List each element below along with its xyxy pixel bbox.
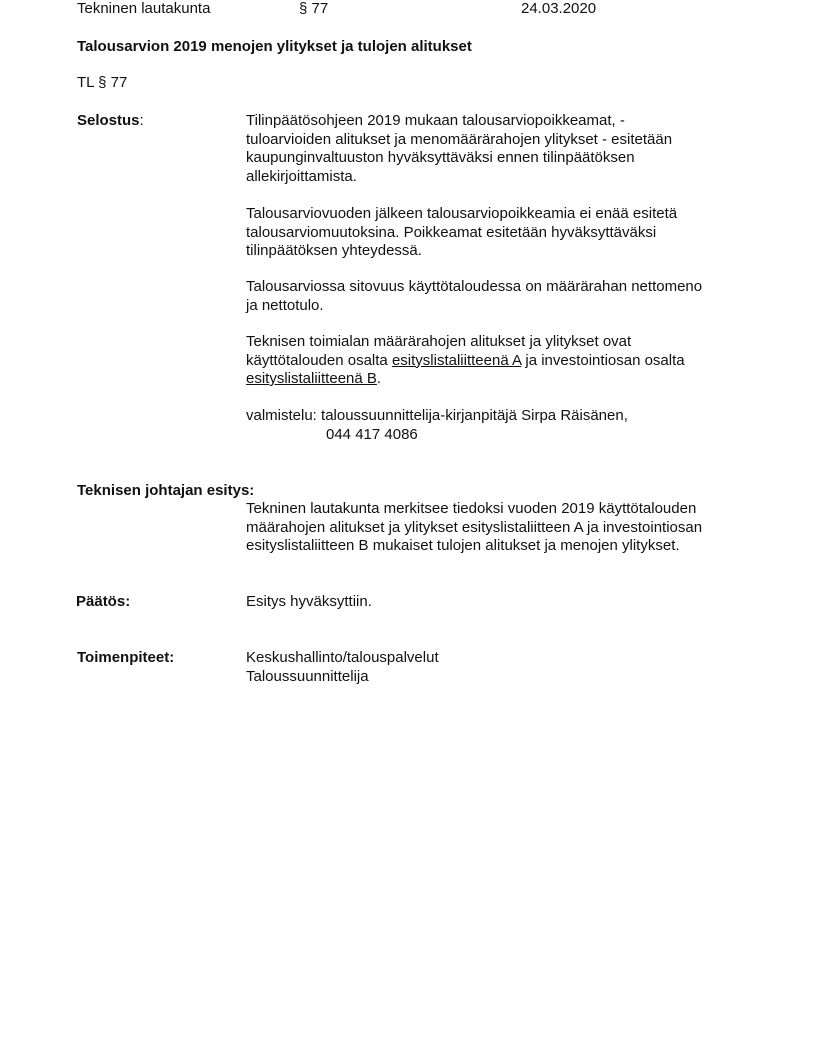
selostus-paragraph-4 (246, 333, 746, 389)
paragraph-line: esityslistaliitteen B mukaiset tulojen alitukset ja menojen ylitykset. (246, 537, 680, 554)
paragraph-line: Teknisen toimialan määrärahojen alitukset ja ylitykset ovat (246, 333, 632, 350)
paragraph-line (246, 370, 746, 389)
preparer-phone: 044 417 4086 (326, 425, 418, 443)
paragraph-line: määrahojen alitukset ja ylitykset esityslistaliitteen A ja investointiosan (246, 518, 703, 536)
list-item: Keskushallinto/talouspalvelut (246, 649, 439, 666)
toimenpiteet-label: Toimenpiteet: (77, 649, 175, 666)
attachment-a-link[interactable]: esityslistaliitteenä A (391, 351, 522, 369)
tl-reference: TL § 77 (77, 74, 128, 91)
header-date: 24.03.2020 (521, 0, 597, 17)
paragraph-text: . (376, 370, 382, 387)
selostus-label-text: Selostus (77, 112, 140, 129)
paragraph-line: allekirjoittamista. (246, 167, 357, 185)
selostus-label-colon: : (139, 112, 144, 129)
paragraph-line: tuloarvioiden alitukset ja menomäärärahojen ylitykset - esitetään (246, 130, 673, 148)
paragraph-line: Tilinpäätösohjeen 2019 mukaan talousarviopoikkeamat, - (246, 112, 625, 129)
header-section: § 77 (299, 0, 329, 17)
paatos-text: Esitys hyväksyttiin. (246, 593, 372, 610)
esitys-label: Teknisen johtajan esitys: (77, 482, 255, 499)
header-board: Tekninen lautakunta (77, 0, 211, 17)
paatos-label: Päätös: (76, 593, 131, 610)
paragraph-line: tilinpäätöksen yhteydessä. (246, 242, 422, 259)
paragraph-line: talousarviomuutoksina. Poikkeamat esitetään hyväksyttäväksi (246, 223, 657, 241)
selostus-paragraph-3 (246, 278, 746, 315)
paragraph-line: Tekninen lautakunta merkitsee tiedoksi vuoden 2019 käyttötalouden (246, 500, 697, 517)
paragraph-text: ja investointiosan osalta (521, 351, 685, 369)
paragraph-line (246, 352, 746, 371)
toimenpiteet-list (246, 649, 746, 686)
paragraph-line: ja nettotulo. (246, 296, 324, 314)
selostus-label (77, 112, 144, 131)
paragraph-text: käyttötalouden osalta (246, 351, 392, 369)
selostus-paragraph-1 (246, 112, 746, 186)
list-item: Taloussuunnittelija (246, 667, 369, 685)
attachment-b-link[interactable]: esityslistaliitteenä B (246, 370, 377, 387)
paragraph-line: Talousarviovuoden jälkeen talousarviopoikkeamia ei enää esitetä (246, 205, 678, 222)
paragraph-line: Talousarviossa sitovuus käyttötaloudessa on määrärahan nettomeno (246, 278, 703, 295)
selostus-paragraph-2 (246, 205, 746, 261)
preparer-info (246, 407, 746, 444)
esitys-text (246, 500, 746, 556)
document-title: Talousarvion 2019 menojen ylitykset ja tulojen alitukset (77, 38, 472, 55)
paragraph-line: kaupunginvaltuuston hyväksyttäväksi ennen tilinpäätöksen (246, 149, 635, 166)
preparer-line: valmistelu: taloussuunnittelija-kirjanpitäjä Sirpa Räisänen, (246, 407, 628, 424)
